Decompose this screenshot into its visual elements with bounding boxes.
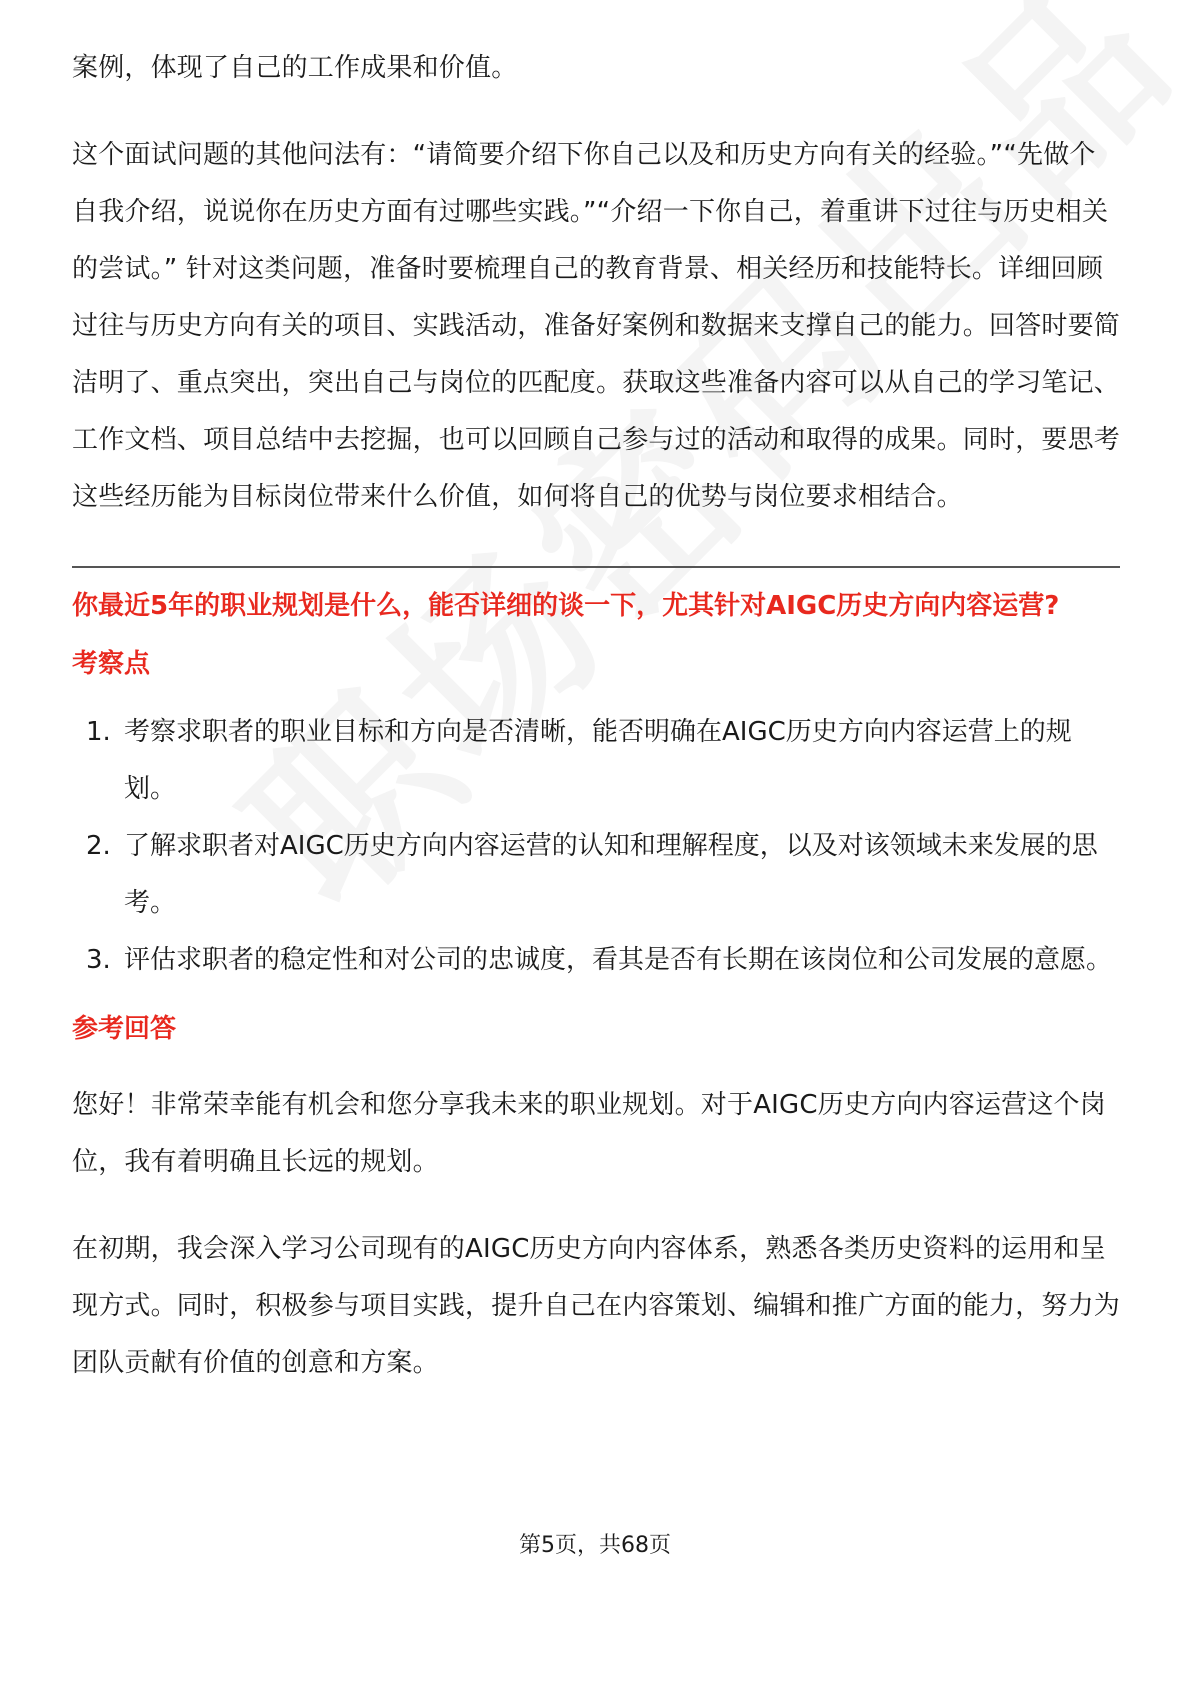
section-divider	[72, 566, 1120, 568]
answer-paragraph: 您好！非常荣幸能有机会和您分享我未来的职业规划。对于AIGC历史方向内容运营这个岗位，我有着明确且长远的规划。	[72, 1090, 1106, 1177]
focus-heading: 考察点	[72, 649, 151, 679]
list-item	[72, 932, 1120, 989]
focus-points-list	[72, 704, 1120, 989]
intro-tail-paragraph: 案例，体现了自己的工作成果和价值。	[72, 53, 518, 83]
list-item	[72, 704, 1120, 818]
answer-heading: 参考回答	[72, 1014, 177, 1044]
list-item-number: 1.	[86, 717, 111, 747]
question-title: 你最近5年的职业规划是什么，能否详细的谈一下，尤其针对AIGC历史方向内容运营?	[72, 591, 1060, 621]
list-item-text: 了解求职者对AIGC历史方向内容运营的认知和理解程度，以及对该领域未来发展的思考。	[124, 831, 1098, 918]
list-item-number: 2.	[86, 831, 111, 861]
document-page	[72, 40, 1120, 1392]
answer-paragraph: 在初期，我会深入学习公司现有的AIGC历史方向内容体系，熟悉各类历史资料的运用和呈现方式。同时，积极参与项目实践，提升自己在内容策划、编辑和推广方面的能力，努力为团队贡献有价值的创意和方案。	[72, 1234, 1121, 1378]
page-number: 第5页，共68页	[519, 1533, 671, 1558]
list-item-text: 考察求职者的职业目标和方向是否清晰，能否明确在AIGC历史方向内容运营上的规划。	[124, 717, 1072, 804]
list-item-text: 评估求职者的稳定性和对公司的忠诚度，看其是否有长期在该岗位和公司发展的意愿。	[124, 945, 1113, 975]
list-item-number: 3.	[86, 945, 111, 975]
list-item	[72, 818, 1120, 932]
alt-questions-paragraph: 这个面试问题的其他问法有：“请简要介绍下你自己以及和历史方向有关的经验。”“先做个自我介绍，说说你在历史方面有过哪些实践。”“介绍一下你自己，着重讲下过往与历史相关的尝试。” 针对这类问题，准备时要梳理自己的教育背景、相关经历和技能特长。详细回顾过往与历史方向有关的项目、实践活动，准备好案例和数据来支撑自己的能力。回答时要简洁明了、重点突出，突出自己与岗位的匹配度。获取这些准备内容可以从自己的学习笔记、工作文档、项目总结中去挖掘，也可以回顾自己参与过的活动和取得的成果。同时，要思考这些经历能为目标岗位带来什么价值，如何将自己的优势与岗位要求相结合。	[72, 140, 1121, 512]
